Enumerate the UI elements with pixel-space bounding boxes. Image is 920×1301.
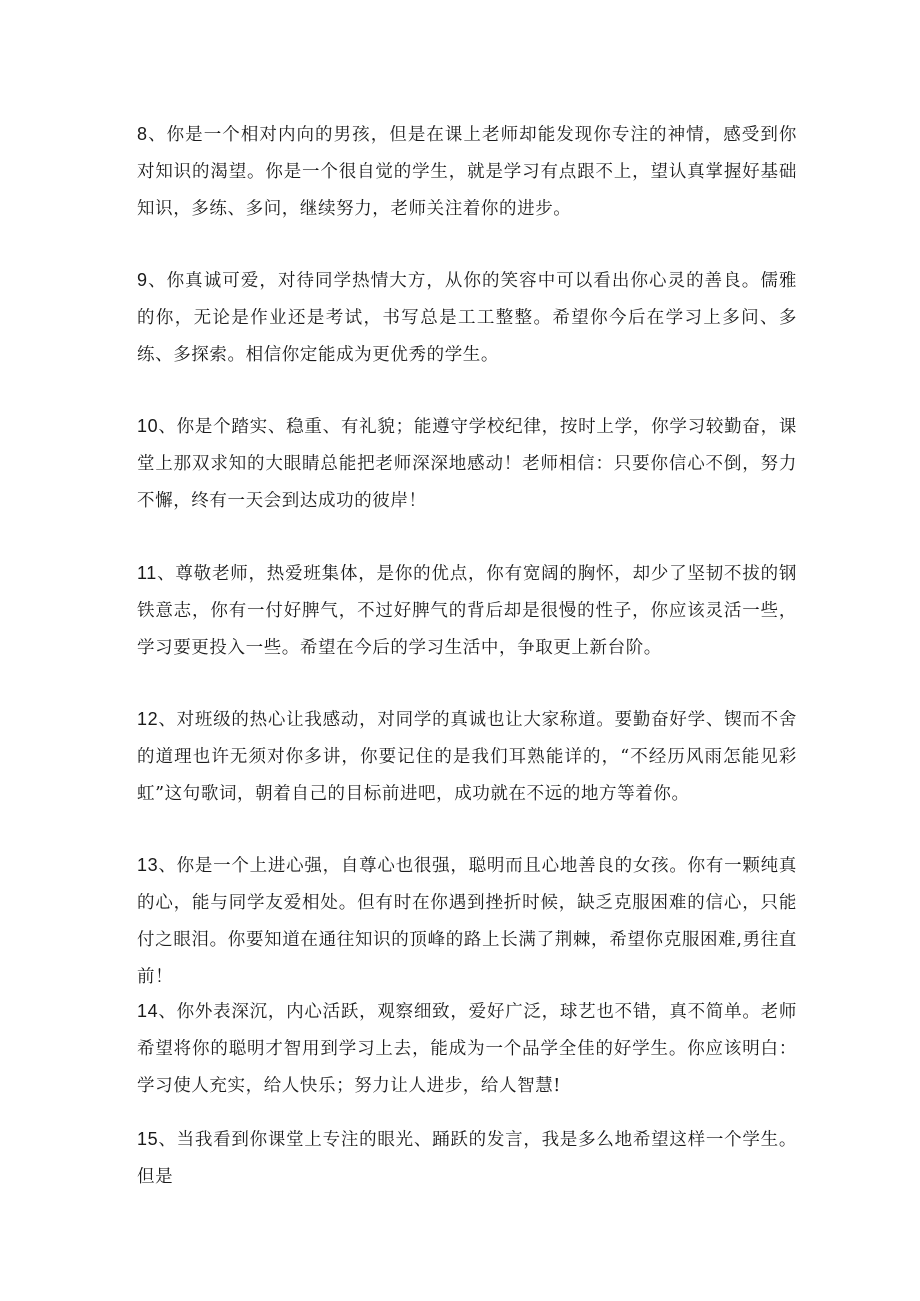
comment-paragraph-12 bbox=[137, 701, 797, 813]
comment-paragraph-9 bbox=[137, 262, 797, 374]
paragraph-text: 、你是一个相对内向的男孩，但是在课上老师却能发现你专注的神情，感受到你对知识的渴望。你是一个很自觉的学生，就是学习有点跟不上，望认真掌握好基础知识，多练、多问，继续努力，老师关注着你的进步。 bbox=[137, 125, 797, 219]
paragraph-number: 11 bbox=[137, 563, 157, 583]
paragraph-number: 9 bbox=[137, 270, 148, 290]
paragraph-number: 10 bbox=[137, 416, 159, 436]
comment-paragraph-14 bbox=[137, 993, 797, 1105]
paragraph-text: 、尊敬老师，热爱班集体，是你的优点，你有宽阔的胸怀，却少了坚韧不拔的钢铁意志，你有一付好脾气，不过好脾气的背后却是很慢的性子，你应该灵活一些，学习要更投入一些。希望在今后的学习生活中，争取更上新台阶。 bbox=[137, 564, 797, 658]
comment-paragraph-10 bbox=[137, 408, 797, 520]
paragraph-text: 、当我看到你课堂上专注的眼光、踊跃的发言，我是多么地希望这样一个学生。但是 bbox=[137, 1130, 797, 1187]
paragraph-text: 、对班级的热心让我感动，对同学的真诚也让大家称道。要勤奋好学、锲而不舍的道理也许无须对你多讲，你要记住的是我们耳熟能详的，“不经历风雨怎能见彩虹”这句歌词，朝着自己的目标前进吧，成功就在不远的地方等着你。 bbox=[137, 710, 797, 804]
paragraph-number: 14 bbox=[137, 1001, 159, 1021]
comment-paragraph-15 bbox=[137, 1121, 797, 1196]
comment-paragraph-11 bbox=[137, 555, 797, 667]
paragraph-number: 15 bbox=[137, 1129, 159, 1149]
paragraph-number: 12 bbox=[137, 709, 159, 729]
paragraph-text: 、你是一个上进心强，自尊心也很强，聪明而且心地善良的女孩。你有一颗纯真的心，能与同学友爱相处。但有时在你遇到挫折时候，缺乏克服困难的信心，只能付之眼泪。你要知道在通往知识的顶峰的路上长满了荆棘，希望你克服困难,勇往直前！ bbox=[137, 856, 797, 987]
paragraph-text: 、你外表深沉，内心活跃，观察细致，爱好广泛，球艺也不错，真不简单。老师希望将你的聪明才智用到学习上去，能成为一个品学全佳的好学生。你应该明白：学习使人充实，给人快乐；努力让人进步，给人智慧! bbox=[137, 1002, 797, 1096]
comment-paragraph-13 bbox=[137, 847, 797, 996]
paragraph-number: 8 bbox=[137, 124, 148, 144]
paragraph-text: 、你是个踏实、稳重、有礼貌；能遵守学校纪律，按时上学，你学习较勤奋，课堂上那双求知的大眼睛总能把老师深深地感动！老师相信：只要你信心不倒，努力不懈，终有一天会到达成功的彼岸！ bbox=[137, 417, 797, 511]
paragraph-number: 13 bbox=[137, 855, 159, 875]
comment-paragraph-8 bbox=[137, 116, 797, 228]
paragraph-text: 、你真诚可爱，对待同学热情大方，从你的笑容中可以看出你心灵的善良。儒雅的你，无论是作业还是考试，书写总是工工整整。希望你今后在学习上多问、多练、多探索。相信你定能成为更优秀的学生。 bbox=[137, 271, 797, 365]
